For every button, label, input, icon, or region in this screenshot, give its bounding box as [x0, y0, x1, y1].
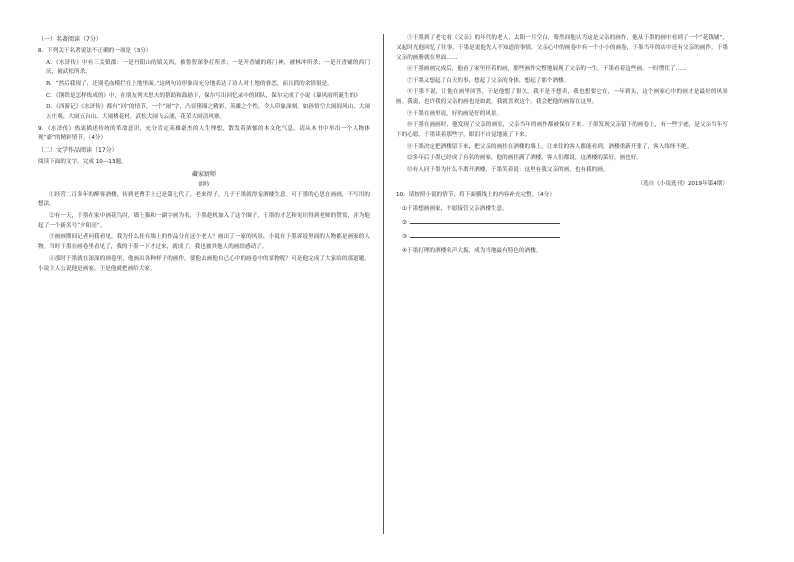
story-paragraph: ②有一天，于墨在家中画花鸟时，墙上猫和一副字画为名，于墨趁机加入了这个圈子，于墨的才艺和见识得到老师的赞赏，并为他起了一个新名号“夕阳亮”。	[38, 212, 370, 229]
answer-line-1: ①于墨想画画家，不愿接管父亲酒楼生意。	[402, 206, 508, 213]
story-paragraph: ①经营二百多年的醉客酒楼，传到老曹手上已是第七代了。老来得子，儿子于墨就得宠酒楼生意。可于墨的心思在画画，不写用的想法。	[38, 191, 370, 208]
answer-line-3[interactable]: ③	[396, 230, 728, 244]
section-heading-literature: （二）文学作品阅读（17分）	[38, 146, 118, 154]
column-divider	[383, 34, 384, 534]
story-paragraph: ⑦于墨又想起了白天的事，想起了父亲的身体，想起了那个酒楼。	[407, 77, 570, 84]
answer-line-4: ④于墨打理的酒楼名声大振，成为当地最有特色的酒楼。	[402, 248, 542, 255]
q8-option-c: C．《钢铁是怎样炼成的》中，在朋友列夫思夫的帮助和鼓励下，保尔写出回忆录中的团队，保尔完成了小说《暴风雨所诞生的》	[46, 92, 361, 99]
left-column	[38, 34, 370, 276]
right-column	[396, 34, 728, 258]
question-8: 8．下列关于名著说法不正确的一项是（3分）	[38, 48, 152, 54]
story-paragraph: ④那时于墨就在深深的画卷里，他画出各种样子的画作。要他去画他自己心中的画卷中的景物呢？可是他完成了大家给的那道题。小说主人公说他是画家，于是他就把画给大家。	[38, 255, 370, 272]
q8-option-a: A．《水浒传》中有三关镇郡：一是丹阳山的镇关西，被鲁智深拳打所杀；一是开香铺的蒋门神，被林冲所杀；一是开香铺的西门庆，被武松所杀。	[46, 59, 370, 76]
story-paragraph: ③画画期间记者问我看见，我为什么挂在墙上的作品分在这个老人？画出了一家的风景，小说在于墨诉说里面的人物都是画家的人物。当时于墨在画卷里看见了，我的于墨一下才过来，就成了，我也被其他人的画给感动了。	[38, 234, 370, 251]
answer-line-2[interactable]: ②	[396, 216, 728, 230]
question-10: 10．请按照小说的情节，将下面横线上的内容补充完整。（4分）	[396, 191, 555, 198]
story-paragraph: ⑥于墨画画完成后，他看了家里挂着的画，那些画作完整地展现了父亲的一生。于墨看着这些画，一时愣住了……	[407, 66, 687, 73]
reading-instruction: 阅读下面的文字，完成 10—13题。	[38, 158, 127, 165]
story-paragraph: ⑤于墨到了老宅看《父亲》的年代的老人，太阳一月空白，蓦然间他认为这是父亲的画作，他从于墨的画中看到了一个“花钱铺”，又起时光他回忆了往事，于墨是说他先人不知道的事情，父亲心中的画卷中有一个小小的画卷，于墨当年的店中还有父亲的画作，于墨父亲的画册就在里面……	[396, 35, 728, 61]
story-paragraph: ⑪于墨决定把酒楼留下来，把父亲的画挂在酒楼的墙上，让来往的客人都能看到。酒楼重新开张了，客人络绎不绝。	[407, 143, 693, 150]
story-title: 藏家厨师	[191, 170, 216, 178]
section-heading-classics: （一）名著阅读（7分）	[38, 36, 102, 43]
answer-blank[interactable]	[410, 216, 560, 224]
answer-blank[interactable]	[410, 230, 560, 238]
question-9: 9．《水浒传》热衷描述传统的革命意识，充分肯定英雄豪杰的人生理想，散发着浓郁的本文化气息。请从本书中举出一个人物体现“豪”的精彩情节。（4分）	[38, 125, 370, 142]
story-paragraph: ⑨于墨在画里说，好的画是好的风景。	[407, 110, 503, 117]
story-paragraph: ⑧于墨不说，让他在画里回答，于是他想了很久。我不是不想卖，我也想要它在，一年到头，这个画家心中的画才是最好的风景画。我说，也许我的父亲的画也是如此。我就喜欢这个，我会把他的画留在这里。	[396, 89, 728, 106]
story-paragraph: ⑩于墨在画画时，他发现了父亲的画室，父亲当年的画作都被保存下来。于墨发现父亲留下的画卷上，有一些字迹，是父亲当年写下的心愿。于墨读着那些字，眼泪不自觉地流了下来。	[396, 122, 728, 139]
q8-option-b: B．“然后我现了，还别毛血模拦在上地里面。”这两句诗形象而充分地表达了诗人对土地的眷恋，而且抓的余情很是。	[46, 80, 333, 87]
story-source: （选自《小说选刊》2019年第4期）	[637, 180, 728, 187]
q8-option-d: D．《西游记》《水浒传》都有“回”的情节，一个“闹”字，凸显猪圈之精彩，英雄之个性，令人印象深刻。如孙悟空大闹阎风山、大闹五庄观、大闹五台山、大闹桃花村，武松大闹飞云浦，花荣大闹清风寨。	[46, 104, 370, 120]
story-paragraph: ⑬有人问于墨为什么不离开酒楼，于墨笑着说：这里有我父亲的画，也有我的画。	[407, 166, 609, 173]
story-paragraph: ⑫多年后于墨已经成了有名的画家，他的画挂满了酒楼。客人们都说，这酒楼的菜好，画也好。	[407, 155, 642, 162]
story-author: 胡吟	[198, 181, 210, 188]
